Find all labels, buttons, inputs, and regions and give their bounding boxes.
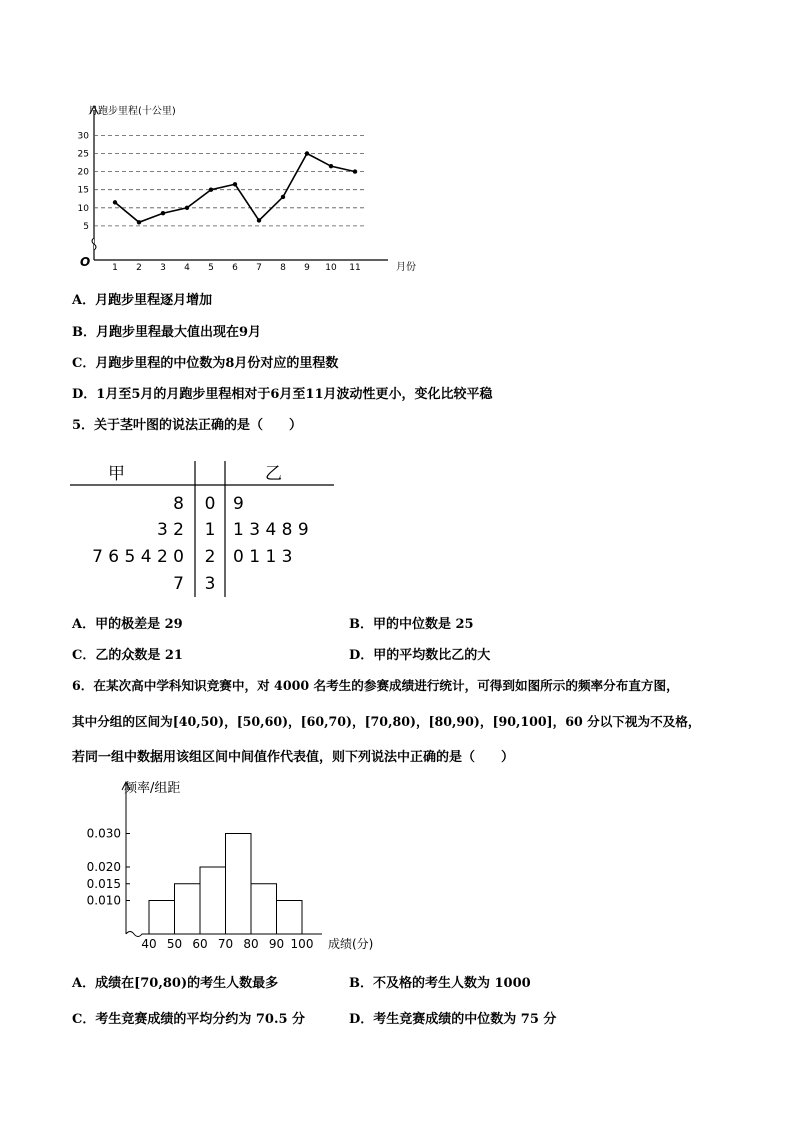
x-axis-label: 成绩(分) — [328, 937, 374, 951]
stem-leaf-svg — [70, 455, 340, 605]
x-tick-40: 40 — [141, 937, 157, 951]
q6-option-b: B．不及格的考生人数为 1000 — [349, 976, 531, 991]
data-point-6 — [233, 182, 237, 186]
row-1-stem: 1 — [204, 520, 216, 540]
q6-stem-line-1: 6．在某次高中学科知识竞赛中，对 4000 名考生的参赛成绩进行统计，可得到如图所示的频率分布直方图， — [72, 678, 679, 693]
line-chart-svg — [70, 100, 430, 280]
histogram-bar-40 — [149, 901, 175, 935]
q6-stem-line-2: 其中分组的区间为[40,50)，[50,60)，[60,70)，[70,80)，[80,90)，[90,100]，60 分以下视为不及格， — [72, 714, 701, 729]
q5-option-c: C．乙的众数是 21 — [72, 648, 183, 663]
row-2-left: 7 6 5 4 2 0 — [92, 547, 184, 567]
histogram-bar-80 — [251, 884, 277, 934]
x-tick-11: 11 — [349, 263, 361, 273]
y-axis-label: 频率/组距 — [124, 781, 181, 796]
x-tick-9: 9 — [304, 263, 310, 273]
stem-leaf-plot — [70, 455, 340, 605]
q4-line-chart — [70, 100, 430, 280]
header-right-yi: 乙 — [265, 464, 282, 484]
y-tick-5: 5 — [83, 221, 89, 232]
histogram-bar-90 — [277, 901, 303, 935]
histogram-bar-60 — [200, 867, 226, 934]
x-tick-70: 70 — [217, 937, 234, 951]
q4-option-b: B．月跑步里程最大值出现在9月 — [72, 325, 262, 340]
x-tick-1: 1 — [112, 263, 118, 273]
header-left-jia: 甲 — [108, 464, 125, 484]
histogram-bar-70 — [226, 834, 252, 935]
row-2-stem: 2 — [204, 547, 216, 567]
series-line — [115, 154, 355, 223]
x-tick-4: 4 — [184, 263, 190, 273]
y-tick-10: 10 — [77, 203, 89, 214]
q6-option-a: A．成绩在[70,80)的考生人数最多 — [72, 976, 279, 991]
x-tick-2: 2 — [136, 263, 142, 273]
histogram-bar-50 — [175, 884, 201, 934]
q5-stem-text: 5．关于茎叶图的说法正确的是（ ） — [72, 418, 303, 433]
row-0-right: 9 — [233, 494, 244, 514]
y-tick-25: 25 — [77, 149, 89, 160]
histogram-svg — [70, 774, 400, 954]
x-tick-3: 3 — [160, 263, 166, 273]
q4-option-a: A．月跑步里程逐月增加 — [72, 293, 213, 308]
row-2-right: 0 1 1 3 — [233, 547, 293, 567]
q6-option-d: D．考生竞赛成绩的中位数为 75 分 — [349, 1012, 557, 1027]
x-tick-90: 90 — [268, 937, 285, 951]
q5-option-a: A．甲的极差是 29 — [72, 617, 183, 632]
q6-histogram — [70, 774, 400, 954]
data-point-9 — [305, 151, 309, 155]
data-point-7 — [257, 218, 261, 222]
y-axis-break — [92, 238, 96, 250]
y-tick-30: 30 — [77, 131, 89, 142]
row-0-stem: 0 — [204, 494, 216, 514]
y-tick-0.015: 0.015 — [86, 876, 121, 891]
x-tick-10: 10 — [325, 263, 337, 273]
x-tick-60: 60 — [192, 937, 208, 951]
y-axis-label: 月跑步里程(十公里) — [88, 106, 176, 117]
data-point-2 — [137, 220, 141, 224]
q6-option-c: C．考生竞赛成绩的平均分约为 70.5 分 — [72, 1012, 306, 1027]
data-point-1 — [113, 200, 117, 204]
row-1-right: 1 3 4 8 9 — [233, 520, 309, 540]
x-tick-5: 5 — [208, 263, 214, 273]
data-point-11 — [353, 169, 357, 173]
y-tick-0.020: 0.020 — [86, 860, 121, 874]
data-point-5 — [209, 188, 213, 192]
row-3-left: 7 — [173, 574, 184, 594]
y-tick-15: 15 — [77, 185, 89, 196]
x-axis-label: 月份 — [396, 262, 416, 273]
x-tick-80: 80 — [243, 937, 259, 951]
data-point-10 — [329, 164, 333, 168]
data-point-8 — [281, 195, 285, 199]
q4-option-d: D．1月至5月的月跑步里程相对于6月至11月波动性更小，变化比较平稳 — [72, 387, 493, 402]
y-tick-0.030: 0.030 — [86, 826, 121, 841]
q6-stem-line-3: 若同一组中数据用该组区间中间值作代表值，则下列说法中正确的是（ ） — [72, 750, 515, 765]
data-point-4 — [185, 206, 189, 210]
q4-option-c: C．月跑步里程的中位数为8月份对应的里程数 — [72, 356, 339, 371]
x-tick-50: 50 — [166, 937, 183, 951]
x-tick-100: 100 — [290, 937, 314, 951]
origin-label: O — [80, 255, 91, 269]
x-tick-6: 6 — [232, 263, 238, 273]
x-tick-7: 7 — [256, 263, 262, 273]
row-3-stem: 3 — [204, 574, 216, 594]
data-point-3 — [161, 211, 165, 215]
q5-option-b: B．甲的中位数是 25 — [349, 617, 474, 632]
x-tick-8: 8 — [280, 263, 286, 273]
row-1-left: 3 2 — [156, 520, 184, 540]
y-tick-20: 20 — [77, 167, 89, 178]
row-0-left: 8 — [173, 494, 184, 514]
y-tick-0.010: 0.010 — [86, 893, 121, 908]
q5-option-d: D．甲的平均数比乙的大 — [349, 648, 491, 663]
